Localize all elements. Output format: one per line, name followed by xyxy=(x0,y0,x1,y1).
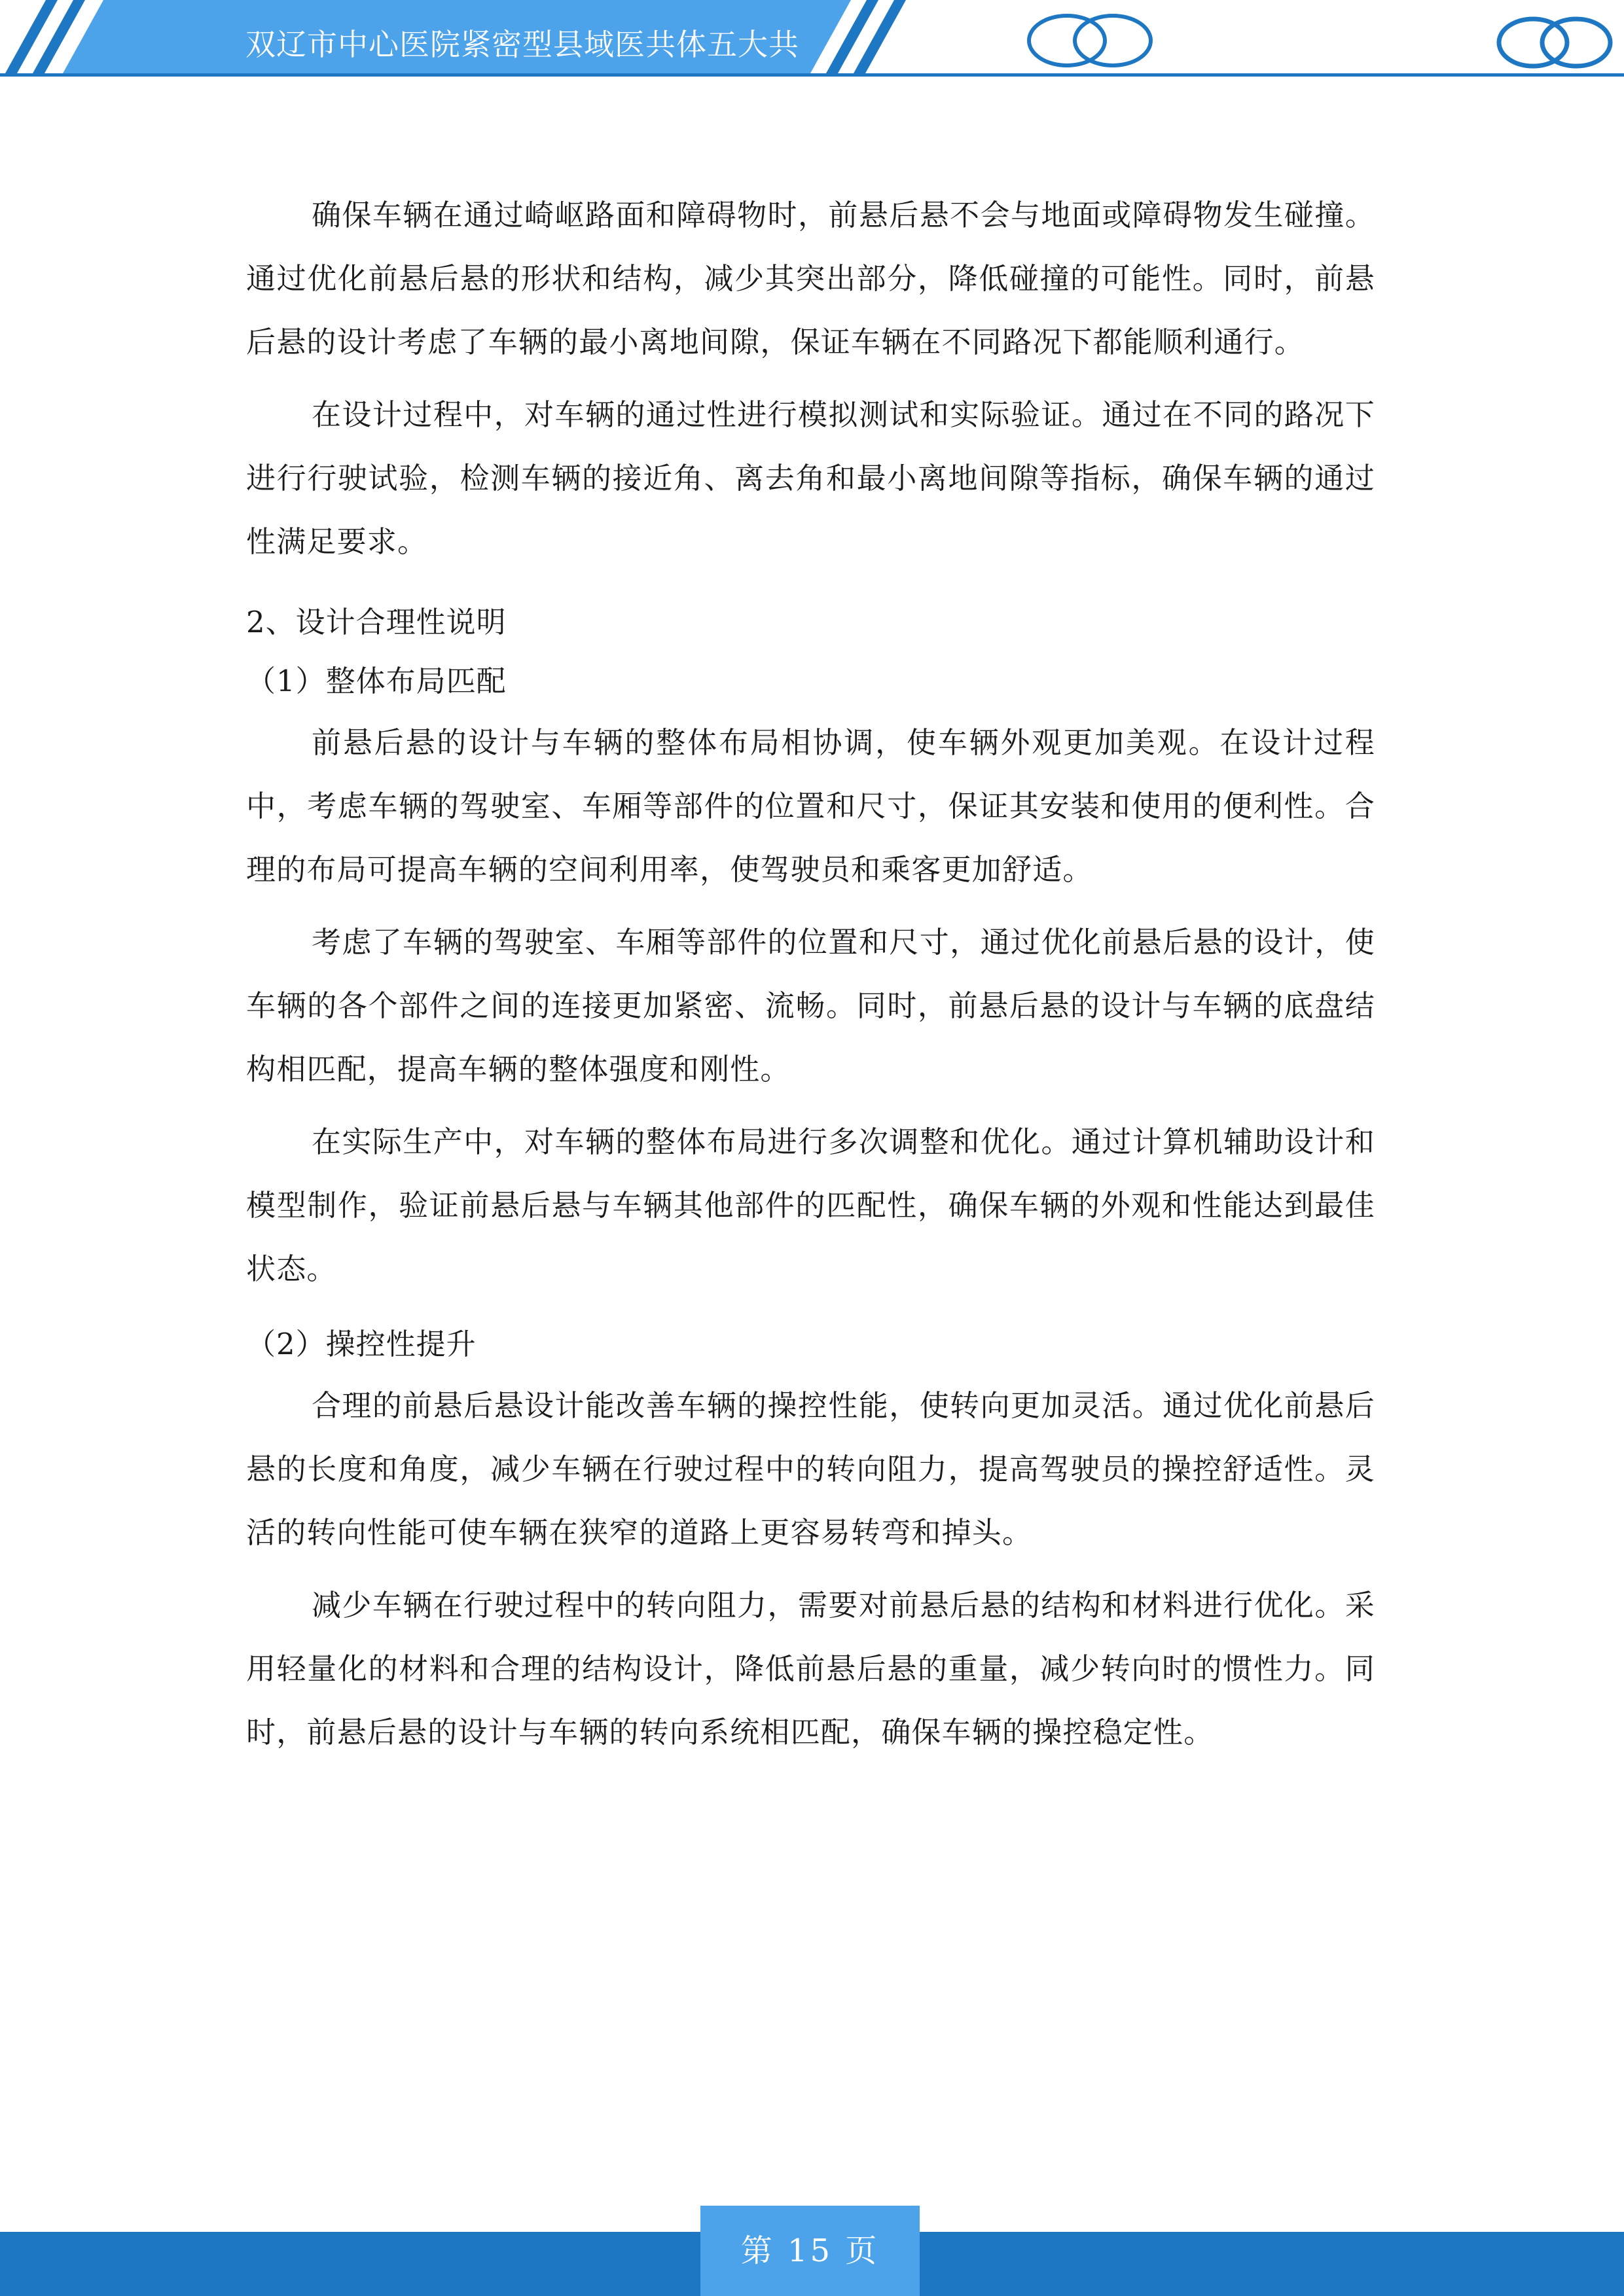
page-number: 第 15 页 xyxy=(740,2233,880,2269)
page-header xyxy=(0,0,1624,85)
paragraph: 在设计过程中，对车辆的通过性进行模拟测试和实际验证。通过在不同的路况下进行行驶试验，检测车辆的接近角、离去角和最小离地间隙等指标，确保车辆的通过性满足要求。 xyxy=(246,397,1375,559)
paragraph: 考虑了车辆的驾驶室、车厢等部件的位置和尺寸，通过优化前悬后悬的设计，使车辆的各个部件之间的连接更加紧密、流畅。同时，前悬后悬的设计与车辆的底盘结构相匹配，提高车辆的整体强度和刚性。 xyxy=(246,925,1375,1086)
header-title: 双辽市中心医院紧密型县域医共体五大共 xyxy=(245,27,799,62)
paragraph: 确保车辆在通过崎岖路面和障碍物时，前悬后悬不会与地面或障碍物发生碰撞。通过优化前悬后悬的形状和结构，减少其突出部分，降低碰撞的可能性。同时，前悬后悬的设计考虑了车辆的最小离地间隙，保证车辆在不同路况下都能顺利通行。 xyxy=(246,198,1375,359)
section-heading: 2、设计合理性说明 xyxy=(246,605,507,639)
paragraph: 前悬后悬的设计与车辆的整体布局相协调，使车辆外观更加美观。在设计过程中，考虑车辆的驾驶室、车厢等部件的位置和尺寸，保证其安装和使用的便利性。合理的布局可提高车辆的空间利用率，使驾驶员和乘客更加舒适。 xyxy=(246,725,1375,887)
paragraph: 合理的前悬后悬设计能改善车辆的操控性能，使转向更加灵活。通过优化前悬后悬的长度和角度，减少车辆在行驶过程中的转向阻力，提高驾驶员的操控舒适性。灵活的转向性能可使车辆在狭窄的道路上更容易转弯和掉头。 xyxy=(246,1388,1375,1550)
linked-rings-logo-icon xyxy=(1492,12,1617,74)
document-body xyxy=(246,183,1375,1773)
paragraph: 在实际生产中，对车辆的整体布局进行多次调整和优化。通过计算机辅助设计和模型制作，验证前悬后悬与车辆其他部件的匹配性，确保车辆的外观和性能达到最佳状态。 xyxy=(246,1124,1375,1286)
faded-rings-icon xyxy=(1029,16,1151,65)
paragraph: 减少车辆在行驶过程中的转向阻力，需要对前悬后悬的结构和材料进行优化。采用轻量化的材料和合理的结构设计，降低前悬后悬的重量，减少转向时的惯性力。同时，前悬后悬的设计与车辆的转向系统相匹配，确保车辆的操控稳定性。 xyxy=(246,1588,1375,1749)
subsection-heading: （1）整体布局匹配 xyxy=(246,664,507,698)
subsection-heading: （2）操控性提升 xyxy=(246,1327,477,1361)
